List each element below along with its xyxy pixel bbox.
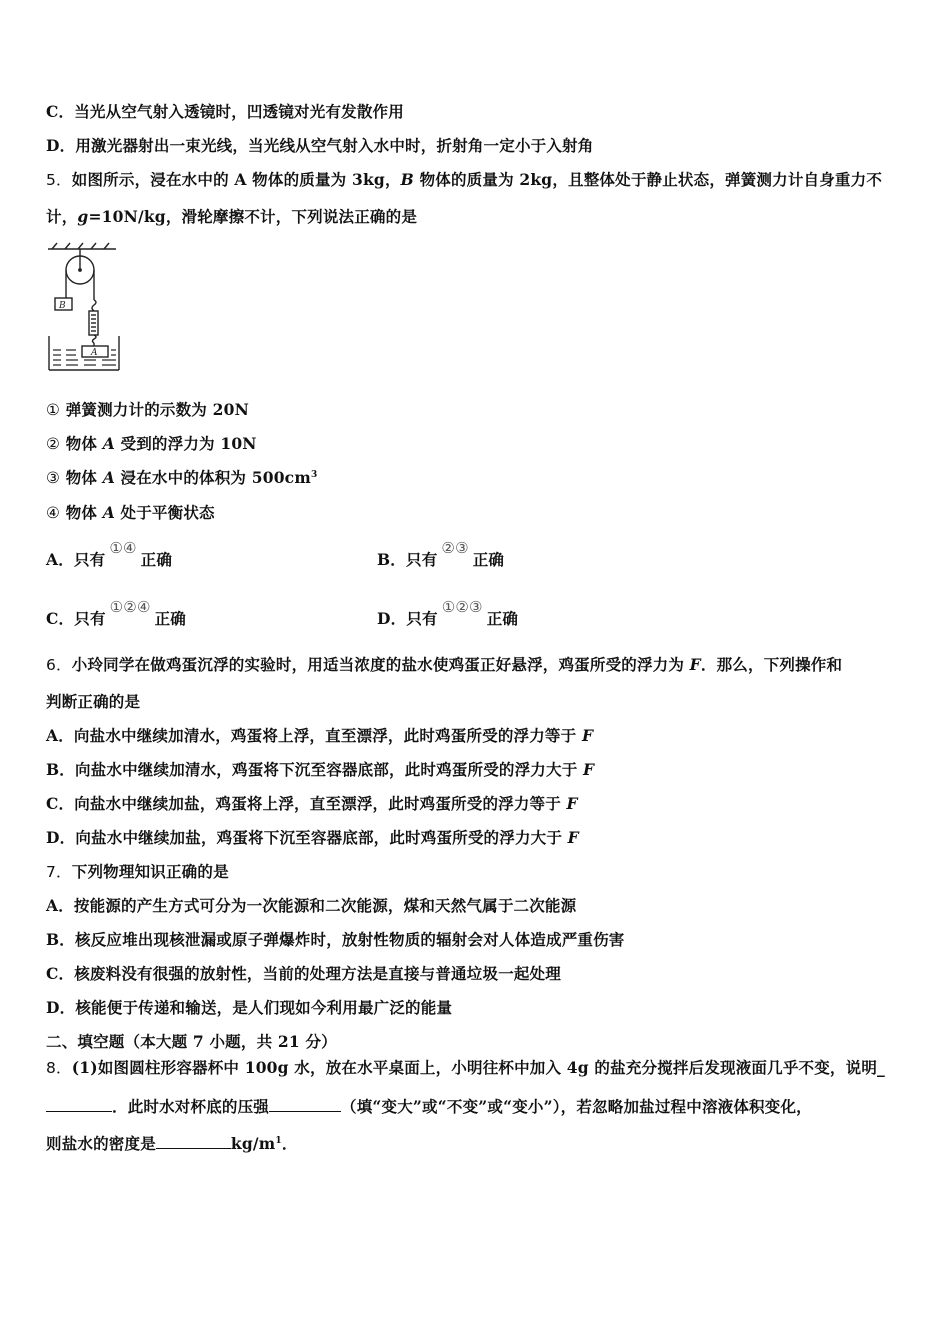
q8-number: 8． [46,1059,72,1077]
q7-option-d: D．核能便于传递和输送，是人们现如今利用最广泛的能量 [46,998,453,1017]
option-text: 只有 [406,609,438,628]
q5-var-b: B [400,170,414,189]
answer-blank-3[interactable] [156,1133,231,1149]
pulley-diagram-icon [44,240,120,372]
statement-mark: ① [46,401,61,419]
q8-text-2a: ．此时水对杯底的压强 [112,1097,270,1116]
statement-var: A [102,468,115,487]
q8-text-2b: （填“变大”或“不变”或“变小”），若忽略加盐过程中溶液体积变化， [341,1097,812,1116]
option-marks: ①②③ [441,598,483,616]
option-text: B．向盐水中继续加清水，鸡蛋将下沉至容器底部，此时鸡蛋所受的浮力大于 [46,760,583,779]
q5-stem-text-a: 如图所示，浸在水中的 A 物体的质量为 3kg， [71,170,401,189]
q5-statement-4 [46,503,215,523]
statement-text: 物体 [60,503,103,522]
q7-option-a: A．按能源的产生方式可分为一次能源和二次能源，煤和天然气属于二次能源 [46,896,577,915]
q7-stem [46,862,229,882]
q5-stem-text-c: 物体的质量为 2kg，且整体处于静止状态，弹簧测力计自身重力不 [413,170,883,189]
statement-mark: ③ [46,469,61,487]
statement-var: A [102,503,115,522]
statement-text-post: 受到的浮力为 10N [114,434,257,453]
q8-unit: kg/m [230,1134,276,1153]
option-text: C．向盐水中继续加盐，鸡蛋将上浮，直至漂浮，此时鸡蛋所受的浮力等于 [46,794,567,813]
option-tail: 正确 [154,609,187,628]
option-letter: A． [46,550,74,569]
q6-option-b [46,760,594,780]
statement-text-post: 浸在水中的体积为 500cm [114,468,311,487]
q5-statement-3 [46,468,317,488]
q5-statement-2 [46,434,257,454]
statement-superscript: 3 [310,469,318,480]
option-tail: 正确 [140,550,173,569]
q5-option-d [377,598,519,629]
q5-statement-1 [46,400,249,420]
q5-option-a [46,539,173,570]
q5-stem-line2 [46,207,417,227]
option-letter: B． [377,550,407,569]
q6-stem-line2: 判断正确的是 [46,692,141,711]
option-text: 只有 [73,550,106,569]
q8-line1 [46,1058,885,1078]
answer-blank-2[interactable] [269,1096,341,1112]
option-marks: ①④ [109,539,137,557]
option-text: 只有 [74,609,106,628]
q6-var-f: F [689,655,701,674]
option-marks: ②③ [441,539,469,557]
option-tail: 正确 [486,609,519,628]
q8-text-3a: 则盐水的密度是 [46,1134,156,1153]
q8-line3 [46,1133,298,1154]
q8-line2 [46,1096,812,1117]
option-letter: D． [377,609,407,628]
q4-option-d: D．用激光器射出一束光线，当光线从空气射入水中时，折射角一定小于入射角 [46,136,594,155]
option-var: F [567,828,579,847]
statement-var: A [102,434,115,453]
q6-option-c [46,794,578,814]
q8-text-end: ． [281,1134,298,1153]
q6-option-a [46,726,593,746]
figure-label-b: B [59,301,66,311]
pulley-figure [44,240,120,372]
q5-var-g: g [77,207,89,226]
option-var: F [566,794,578,813]
q6-number: 6． [46,656,72,674]
option-var: F [581,726,594,745]
answer-blank-1[interactable] [46,1096,112,1112]
q8-unit-superscript: 1 [275,1135,282,1146]
option-marks: ①②④ [109,598,151,616]
q6-stem-text-a: 小玲同学在做鸡蛋沉浮的实验时，用适当浓度的盐水使鸡蛋正好悬浮，鸡蛋所受的浮力为 [71,655,690,674]
q6-option-d [46,828,579,848]
option-text: 只有 [406,550,438,569]
option-letter: C． [46,609,75,628]
section-2-heading: 二、填空题（本大题 7 小题，共 21 分） [46,1032,337,1051]
q5-stem-text-e: =10N/kg，滑轮摩擦不计，下列说法正确的是 [88,207,418,226]
statement-text: 物体 [60,434,103,453]
q7-number: 7． [46,863,72,881]
figure-label-a: A [91,348,98,358]
q5-number: 5． [46,171,72,189]
q4-option-c: C．当光从空气射入透镜时，凹透镜对光有发散作用 [46,102,404,121]
statement-text: 物体 [60,468,103,487]
statement-mark: ② [46,435,61,453]
q5-stem-text-d: 计， [46,207,78,226]
q7-option-b: B．核反应堆出现核泄漏或原子弹爆炸时，放射性物质的辐射会对人体造成严重伤害 [46,930,625,949]
q5-option-b [377,539,505,570]
q7-stem-text: 下列物理知识正确的是 [71,862,229,881]
q7-option-c: C．核废料没有很强的放射性，当前的处理方法是直接与普通垃圾一起处理 [46,964,561,983]
q5-stem-line1 [46,170,882,190]
option-var: F [583,760,595,779]
statement-text-post: 处于平衡状态 [114,503,215,522]
statement-text: 弹簧测力计的示数为 20N [60,400,249,419]
option-text: D．向盐水中继续加盐，鸡蛋将下沉至容器底部，此时鸡蛋所受的浮力大于 [46,828,568,847]
option-text: A．向盐水中继续加清水，鸡蛋将上浮，直至漂浮，此时鸡蛋所受的浮力等于 [46,726,582,745]
q6-stem-line1 [46,655,842,675]
q6-stem-text-b: ．那么，下列操作和 [700,655,843,674]
option-tail: 正确 [472,550,505,569]
statement-mark: ④ [46,504,61,522]
q8-text: (1)如图圆柱形容器杯中 100g 水，放在水平桌面上，小明往杯中加入 4g 的盐充分搅拌后发现液面几乎不变，说明_ [71,1058,885,1077]
q5-option-c [46,598,187,629]
